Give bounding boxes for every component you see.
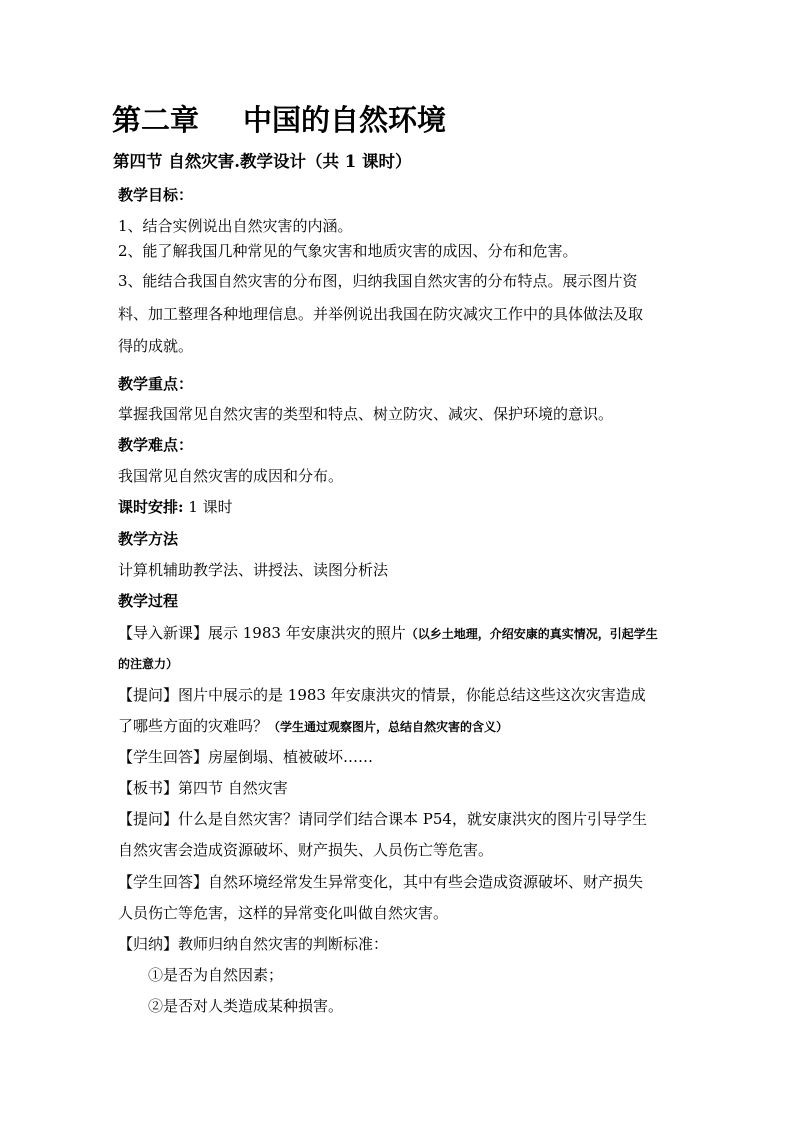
- question-1-cont: [118, 716, 508, 737]
- question-2-cont: 自然灾害会造成资源破坏、财产损失、人员伤亡等危害。: [118, 841, 494, 859]
- difficulties-heading: 教学难点：: [118, 436, 194, 454]
- question-1-note: （学生通过观察图片，总结自然灾害的含义）: [268, 720, 509, 734]
- question-1-text: 了哪些方面的灾难吗？: [118, 717, 269, 735]
- board-note: 【板书】第四节 自然灾害: [118, 779, 288, 797]
- answer-2: 【学生回答】自然环境经常发生异常变化，其中有些会造成资源破坏、财产损失: [118, 873, 644, 891]
- objectives-heading: 教学目标：: [118, 186, 194, 204]
- chapter-title: [112, 98, 568, 139]
- intro-line: [118, 623, 658, 644]
- objective-item: 2、能了解我国几种常见的气象灾害和地质灾害的成因、分布和危害。: [118, 242, 578, 260]
- chapter-number: 第二章: [112, 103, 200, 137]
- methods-heading: 教学方法: [118, 530, 179, 548]
- summary-item: ②是否对人类造成某种损害。: [148, 997, 344, 1015]
- intro-text: 【导入新课】展示 1983 年安康洪灾的照片: [118, 624, 406, 642]
- difficulties-text: 我国常见自然灾害的成因和分布。: [118, 467, 344, 485]
- methods-text: 计算机辅助教学法、讲授法、读图分析法: [118, 561, 389, 579]
- section-subtitle: 第四节 自然灾害.教学设计（共 1 课时）: [113, 152, 412, 171]
- question-2: 【提问】什么是自然灾害？请同学们结合课本 P54，就安康洪灾的图片引导学生: [118, 810, 647, 828]
- intro-note-cont: 的注意力）: [118, 657, 179, 671]
- process-heading: 教学过程: [118, 592, 179, 610]
- intro-note: （以乡土地理，介绍安康的真实情况，引起学生: [405, 627, 658, 641]
- key-points-text: 掌握我国常见自然灾害的类型和特点、树立防灾、减灾、保护环境的意识。: [118, 405, 614, 423]
- answer-1: 【学生回答】房屋倒塌、植被破坏……: [118, 748, 374, 766]
- answer-2-cont: 人员伤亡等危害，这样的异常变化叫做自然灾害。: [118, 904, 449, 922]
- question-1: 【提问】图片中展示的是 1983 年安康洪灾的情景，你能总结这些这次灾害造成: [118, 686, 646, 704]
- objective-item: 料、加工整理各种地理信息。并举例说出我国在防灾减灾工作中的具体做法及取: [118, 305, 644, 323]
- schedule-text: 1 课时: [183, 498, 233, 516]
- key-points-heading: 教学重点：: [118, 375, 194, 393]
- objective-item: 1、结合实例说出自然灾害的内涵。: [118, 217, 353, 235]
- objective-item: 3、能结合我国自然灾害的分布图，归纳我国自然灾害的分布特点。展示图片资: [118, 272, 638, 290]
- schedule-line: [118, 497, 233, 517]
- objective-item: 得的成就。: [118, 337, 194, 355]
- summary-text: 【归纳】教师归纳自然灾害的判断标准：: [118, 935, 389, 953]
- chapter-name: 中国的自然环境: [243, 103, 447, 137]
- summary-item: ①是否为自然因素；: [148, 966, 284, 984]
- schedule-heading: 课时安排:: [118, 498, 184, 516]
